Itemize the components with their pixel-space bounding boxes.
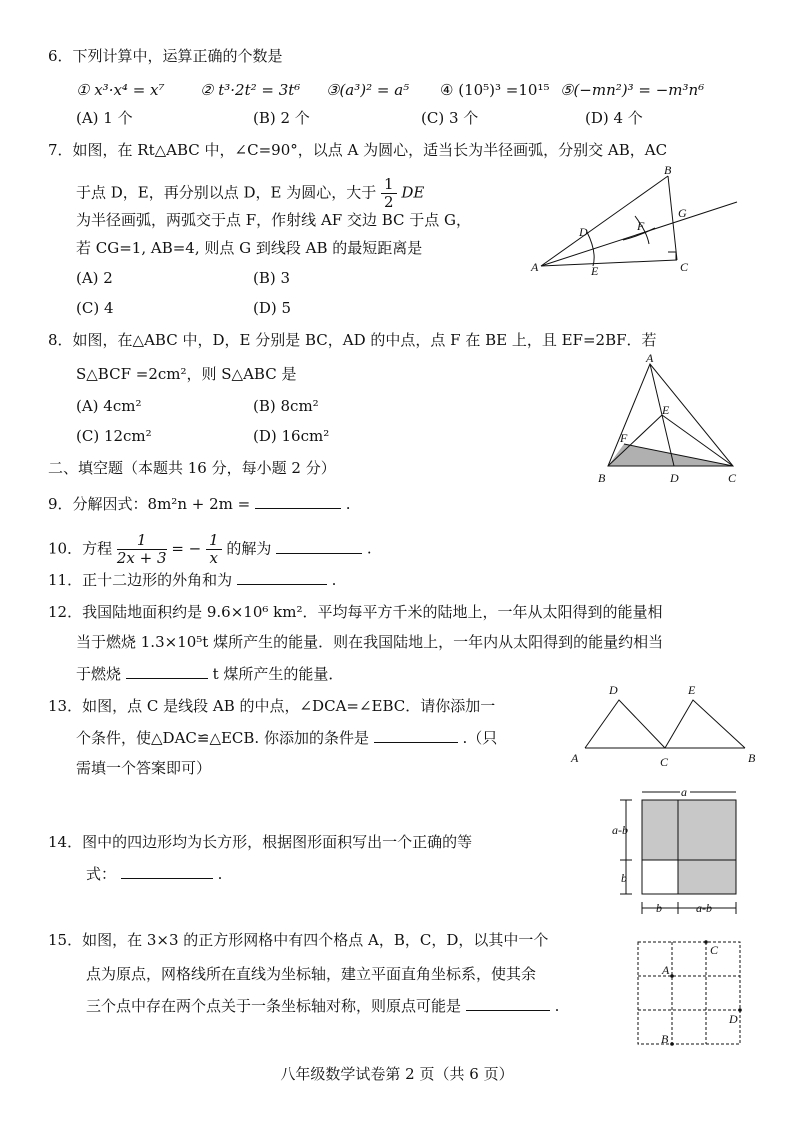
q13-label-d: D	[609, 683, 618, 697]
q10-f1-den: 2x + 3	[116, 549, 167, 567]
q7-label-b: B	[664, 163, 672, 177]
q9-text: 9．分解因式：8m²n + 2m =	[48, 495, 251, 513]
q13-triangle-ecb	[665, 700, 745, 748]
q14-line-2-pre: 式：	[86, 865, 117, 883]
q12-line-3-pre: 于燃烧	[76, 665, 122, 683]
q10-pre: 10．方程	[48, 539, 113, 558]
q13-figure	[565, 678, 765, 770]
q15-line-1: 15．如图，在 3×3 的正方形网格中有四个格点 A，B，C，D，以其中一个	[48, 931, 549, 949]
q13-triangle-dac	[585, 700, 665, 748]
q7-fraction	[381, 176, 397, 211]
q7-label-e: E	[591, 264, 599, 278]
q7-seg-ab	[541, 176, 668, 266]
q14-shade-bottom-right	[678, 860, 736, 894]
section-2-heading: 二、填空题（本题共 16 分，每小题 2 分）	[48, 459, 336, 477]
q13-line-2-pre: 个条件，使△DAC≌△ECB. 你添加的条件是	[76, 729, 369, 747]
q14-answer-blank[interactable]	[121, 864, 213, 879]
q14-line-1: 14．图中的四边形均为长方形，根据图形面积写出一个正确的等	[48, 833, 473, 851]
q7-arc-de	[587, 232, 594, 266]
q7-frac-den: 2	[384, 193, 394, 211]
q10-post: 的解为	[226, 539, 272, 558]
q8-label-f: F	[620, 431, 628, 445]
q15-point-b	[670, 1042, 674, 1046]
q14-label-a: a	[681, 785, 687, 799]
q15-grid-outline	[638, 942, 740, 1044]
q13-line-2	[76, 728, 497, 748]
q6-option-4: ④ (10⁵)³ =10¹⁵	[440, 81, 550, 99]
q10	[48, 532, 372, 567]
q6-choice-d: (D) 4 个	[585, 109, 643, 127]
q15-point-d	[738, 1008, 742, 1012]
q8-label-a: A	[646, 351, 654, 365]
q15-label-a: A	[662, 963, 670, 977]
q8-figure	[592, 350, 752, 488]
q8-line-2: S△BCF =2cm²，则 S△ABC 是	[76, 365, 297, 383]
q15-label-d: D	[729, 1012, 738, 1026]
q6-choice-b: (B) 2 个	[253, 109, 310, 127]
q7-ray-af	[541, 202, 737, 266]
q15-figure	[632, 936, 748, 1048]
q8-label-d: D	[670, 471, 679, 485]
q6-option-3: ③(a³)² = a⁵	[326, 81, 410, 99]
q15-label-b: B	[661, 1032, 669, 1046]
q7-line-2	[76, 176, 424, 211]
q15-line-3-text: 三个点中存在两个点关于一条坐标轴对称，则原点可能是	[86, 997, 462, 1015]
q7-de: DE	[401, 183, 425, 202]
q14-label-a-minus-b-left: a-b	[612, 823, 628, 837]
q14-label-b-bottom: b	[656, 901, 662, 915]
q8-label-e: E	[662, 403, 670, 417]
q7-line-2-text: 于点 D，E，再分别以点 D，E 为圆心，大于	[76, 183, 377, 202]
q7-label-c: C	[680, 260, 689, 274]
q15-point-a	[670, 974, 674, 978]
q7-line-1: 7．如图，在 Rt△ABC 中，∠C=90°，以点 A 为圆心，适当长为半径画弧，分别交 AB，AC	[48, 141, 668, 159]
q11-end: .	[331, 571, 337, 589]
q10-f1-num: 1	[117, 532, 167, 550]
q14-line-2-post: .	[217, 865, 223, 883]
q15-line-3	[86, 996, 559, 1016]
q14-line-2	[86, 864, 222, 884]
q8-choice-a: (A) 4cm²	[76, 397, 142, 415]
q13-line-1: 13．如图，点 C 是线段 AB 的中点，∠DCA=∠EBC．请你添加一	[48, 697, 496, 715]
q7-label-d: D	[579, 225, 588, 239]
q15-answer-blank[interactable]	[466, 996, 550, 1011]
q6-option-1: ① x³·x⁴ = x⁷	[76, 81, 165, 99]
q13-line-3: 需填一个答案即可）	[76, 759, 212, 777]
q15-end: .	[554, 997, 560, 1015]
q7-frac-num: 1	[381, 176, 397, 194]
q7-line-4: 若 CG=1, AB=4, 则点 G 到线段 AB 的最短距离是	[76, 239, 423, 257]
q15-line-2: 点为原点，网格线所在直线为坐标轴，建立平面直角坐标系，使其余	[86, 965, 537, 983]
q10-fraction-1	[117, 532, 167, 567]
q7-choice-c: (C) 4	[76, 299, 114, 317]
q11-answer-blank[interactable]	[237, 570, 327, 585]
q6-choice-c: (C) 3 个	[421, 109, 479, 127]
q10-eq: = −	[171, 539, 202, 558]
q13-label-b: B	[748, 751, 756, 765]
q11-text: 11．正十二边形的外角和为	[48, 571, 233, 589]
q10-end: .	[366, 539, 372, 558]
q7-line-3: 为半径画弧，两弧交于点 F，作射线 AF 交边 BC 于点 G，	[76, 211, 472, 229]
q14-shade-top	[642, 800, 736, 860]
q8-choice-b: (B) 8cm²	[253, 397, 319, 415]
q8-line-1: 8．如图，在△ABC 中，D，E 分别是 BC，AD 的中点，点 F 在 BE 上，且 EF=2BF．若	[48, 331, 657, 349]
q10-f2-num: 1	[206, 532, 222, 550]
q13-label-e: E	[688, 683, 696, 697]
page-footer: 八年级数学试卷第 2 页（共 6 页）	[280, 1065, 514, 1083]
q10-answer-blank[interactable]	[276, 539, 362, 554]
q6-option-2: ② t³·2t² = 3t⁶	[200, 81, 301, 99]
q8-label-b: B	[598, 471, 606, 485]
q9	[48, 494, 351, 514]
q9-answer-blank[interactable]	[255, 494, 341, 509]
q12-answer-blank[interactable]	[126, 664, 208, 679]
q8-label-c: C	[728, 471, 737, 485]
q7-label-g: G	[678, 206, 687, 220]
q12-line-3	[76, 664, 343, 684]
q11	[48, 570, 336, 590]
q7-seg-ac	[541, 260, 677, 266]
q7-label-a: A	[531, 260, 539, 274]
q13-label-c: C	[660, 755, 669, 769]
q6-stem: 6．下列计算中，运算正确的个数是	[48, 47, 283, 65]
q13-line-2-post: .（只	[462, 729, 498, 747]
q13-label-a: A	[571, 751, 579, 765]
q12-line-2: 当于燃烧 1.3×10⁵t 煤所产生的能量．则在我国陆地上，一年内从太阳得到的能量约相当	[76, 633, 664, 651]
q6-choice-a: (A) 1 个	[76, 109, 133, 127]
q12-line-3-post: t 煤所产生的能量．	[212, 665, 344, 683]
q14-figure	[610, 784, 750, 920]
q15-label-c: C	[710, 943, 719, 957]
q10-f2-den: x	[209, 549, 218, 567]
q8-choice-d: (D) 16cm²	[253, 427, 330, 445]
q7-label-f: F	[637, 219, 645, 233]
q12-line-1: 12．我国陆地面积约是 9.6×10⁶ km²．平均每平方千米的陆地上，一年从太阳得到的能量相	[48, 603, 663, 621]
q7-right-angle	[668, 252, 676, 260]
q7-figure	[525, 160, 750, 280]
q14-label-a-minus-b-bottom: a-b	[696, 901, 712, 915]
q7-seg-bc	[668, 176, 677, 260]
q13-answer-blank[interactable]	[374, 728, 458, 743]
q7-choice-a: (A) 2	[76, 269, 113, 287]
q6-option-5: ⑤(−mn²)³ = −m³n⁶	[560, 81, 705, 99]
q7-choice-d: (D) 5	[253, 299, 292, 317]
q7-choice-b: (B) 3	[253, 269, 291, 287]
q10-fraction-2	[206, 532, 222, 567]
q15-point-c	[704, 940, 708, 944]
q8-choice-c: (C) 12cm²	[76, 427, 152, 445]
q9-end: .	[345, 495, 351, 513]
q14-label-b-left: b	[621, 871, 627, 885]
